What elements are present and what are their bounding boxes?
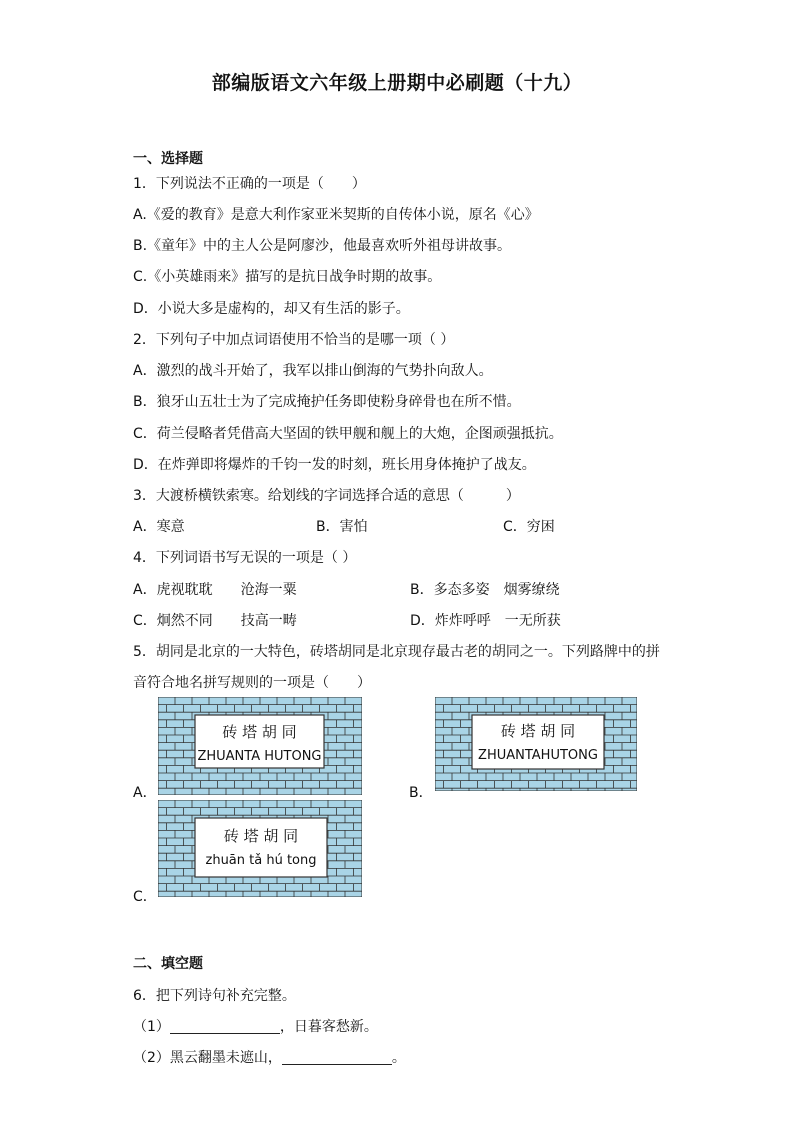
- q6-line-2: [133, 1047, 406, 1067]
- q3-option-b: B．害怕: [316, 519, 368, 535]
- q5-stem-line2: 音符合地名拼写规则的一项是（ ）: [133, 675, 371, 691]
- q2-option-d: D．在炸弹即将爆炸的千钧一发的时刻，班长用身体掩护了战友。: [133, 457, 536, 473]
- q6-line-1-prefix: （1）: [133, 1019, 170, 1035]
- q6-blank-2[interactable]: [282, 1050, 392, 1065]
- q2-stem: 2．下列句子中加点词语使用不恰当的是哪一项（ ）: [133, 332, 455, 348]
- sign-b-characters: 砖 塔 胡 同: [500, 722, 576, 740]
- q6-line-2-prefix: （2）黑云翻墨未遮山，: [133, 1050, 282, 1066]
- street-sign-a: [158, 697, 362, 795]
- street-sign-b-graphic: [435, 697, 637, 791]
- q4-options-row2: [133, 610, 733, 630]
- sign-a-characters: 砖 塔 胡 同: [222, 723, 297, 741]
- q3-option-c: C．穷困: [503, 519, 555, 535]
- q6-line-2-suffix: 。: [391, 1050, 406, 1066]
- q2-option-a: A．激烈的战斗开始了，我军以排山倒海的气势扑向敌人。: [133, 363, 493, 379]
- q4-option-b: B．多态多姿 烟雾缭绕: [410, 582, 560, 598]
- sign-c-characters: 砖 塔 胡 同: [223, 827, 299, 845]
- q3-options: [133, 516, 733, 536]
- q1-stem: 1．下列说法不正确的一项是（ ）: [133, 176, 366, 192]
- q5-label-b: B．: [409, 785, 433, 801]
- q4-stem: 4．下列词语书写无误的一项是（ ）: [133, 550, 357, 566]
- q6-stem: 6．把下列诗句补充完整。: [133, 988, 296, 1004]
- q5-stem-line1: 5．胡同是北京的一大特色，砖塔胡同是北京现存最古老的胡同之一。下列路牌中的拼: [133, 644, 660, 660]
- q4-option-a: A．虎视耽耽 沧海一粟: [133, 582, 297, 598]
- section-heading-choice: 一、选择题: [133, 151, 203, 167]
- page-title: 部编版语文六年级上册期中必刷题（十九）: [211, 72, 583, 94]
- q1-option-d: D．小说大多是虚构的，却又有生活的影子。: [133, 301, 410, 317]
- q2-option-c: C．荷兰侵略者凭借高大坚固的铁甲舰和舰上的大炮，企图顽强抵抗。: [133, 426, 563, 442]
- q6-line-1: [133, 1016, 378, 1036]
- q4-option-c: C．炯然不同 技高一畴: [133, 613, 297, 629]
- q1-option-c: C.《小英雄雨来》描写的是抗日战争时期的故事。: [133, 269, 442, 285]
- q1-option-b: B.《童年》中的主人公是阿廖沙，他最喜欢听外祖母讲故事。: [133, 238, 512, 254]
- q6-blank-1[interactable]: [170, 1019, 280, 1034]
- q5-label-a: A．: [133, 785, 157, 801]
- sign-b-pinyin: ZHUANTAHUTONG: [478, 748, 598, 763]
- street-sign-c: [158, 800, 362, 897]
- q4-option-d: D．炸炸呼呼 一无所获: [410, 613, 561, 629]
- q1-option-a: A.《爱的教育》是意大利作家亚米契斯的自传体小说，原名《心》: [133, 207, 539, 223]
- sign-a-pinyin: ZHUANTA HUTONG: [197, 749, 322, 764]
- street-sign-c-graphic: [158, 800, 362, 897]
- q3-option-a: A．寒意: [133, 519, 185, 535]
- sign-c-pinyin: zhuān tǎ hú tong: [205, 853, 317, 868]
- street-sign-a-graphic: [158, 697, 362, 795]
- q3-stem: 3．大渡桥横铁索寒。给划线的字词选择合适的意思（ ）: [133, 488, 520, 504]
- q5-label-c: C．: [133, 889, 157, 905]
- street-sign-b: [435, 697, 637, 791]
- q6-line-1-suffix: ，日暮客愁新。: [279, 1019, 378, 1035]
- section-heading-fill: 二、填空题: [133, 956, 203, 972]
- q2-option-b: B．狼牙山五壮士为了完成掩护任务即使粉身碎骨也在所不惜。: [133, 394, 521, 410]
- q4-options-row1: [133, 579, 733, 599]
